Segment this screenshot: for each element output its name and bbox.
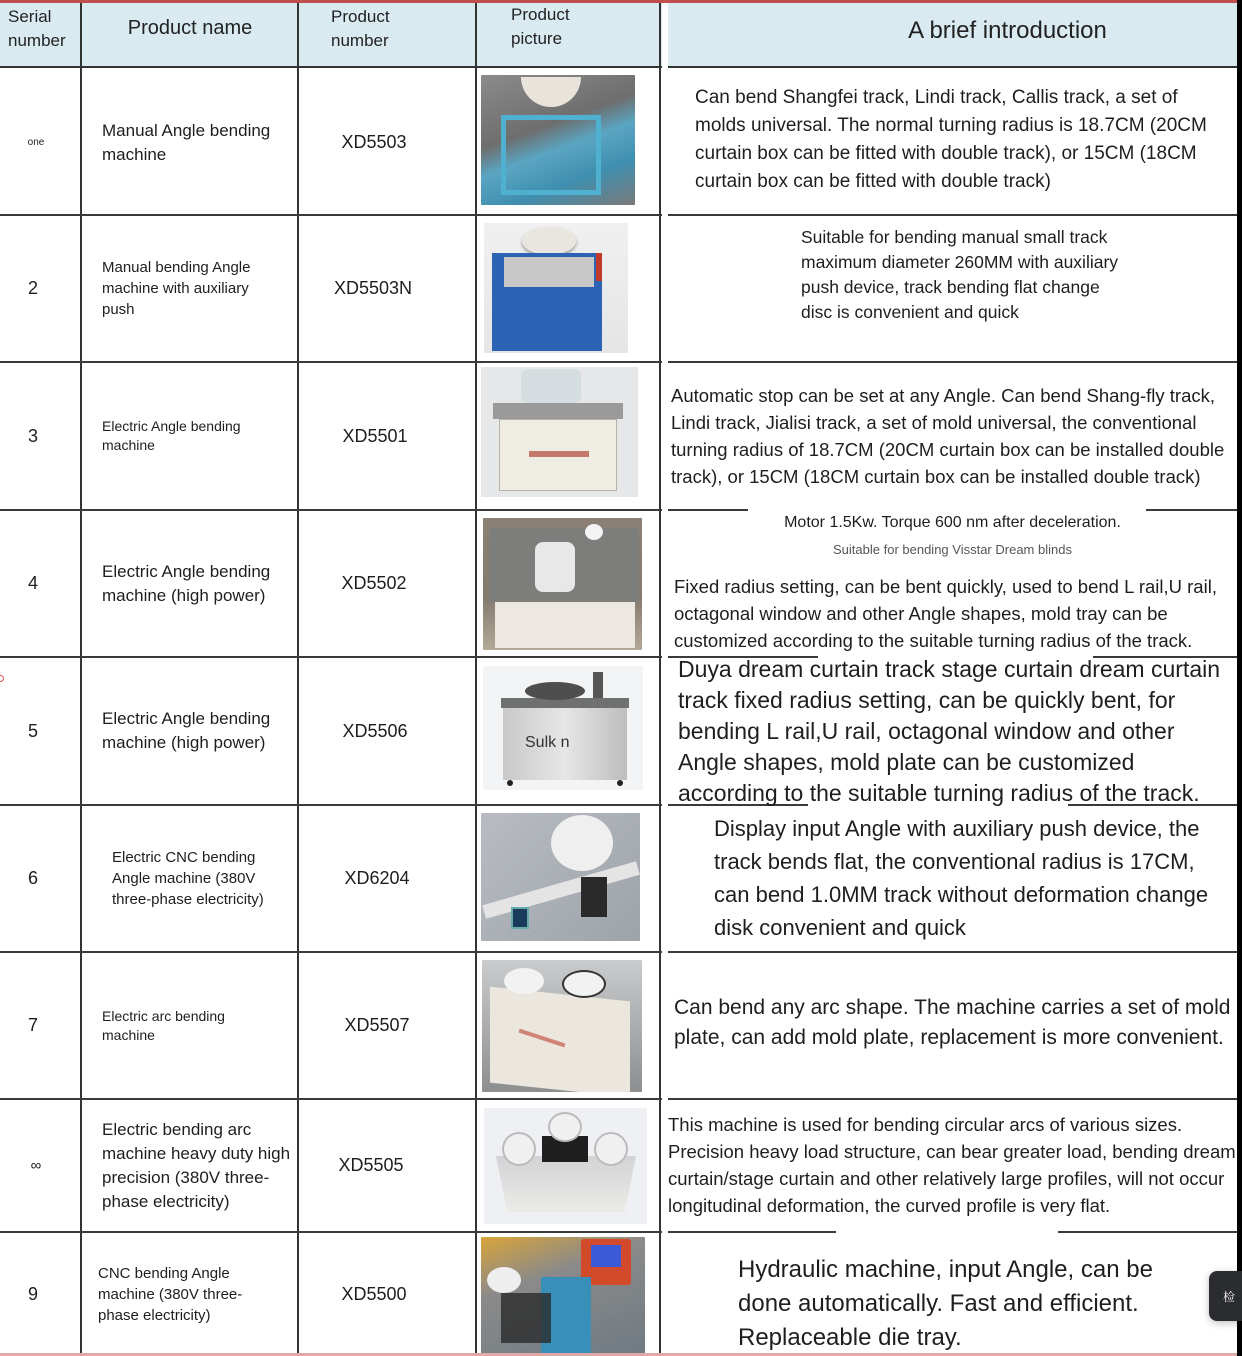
- row-2-product-number: XD5503N: [333, 278, 413, 298]
- row-divider: [668, 951, 1237, 953]
- row-3-serial: 3: [27, 425, 38, 446]
- header-serial-number: [8, 5, 80, 55]
- header-product-number-line1: Product: [331, 7, 390, 26]
- row-9-product-name: CNC bending Angle machine (380V three-phase electricity): [98, 1265, 243, 1324]
- row-8-product-picture: [484, 1108, 647, 1224]
- row-4-introduction: Fixed radius setting, can be bent quickly, used to bend L rail,U rail, octagonal window and other Angle shapes, mold tray can be customized according to the suitable turning radius of the track.: [674, 576, 1217, 651]
- floating-button-label: 检: [1222, 1289, 1235, 1304]
- row-8-introduction: This machine is used for bending circular arcs of various sizes. Precision heavy load structure, can bear greater load, bending dream curtain/stage curtain and other relatively large profiles, will not occur longitudinal deformation, the curved profile is very flat.: [668, 1114, 1236, 1216]
- row-divider: [668, 214, 1237, 216]
- header-product-picture-line2: picture: [511, 29, 563, 48]
- row-5-product-number: XD5506: [342, 720, 408, 741]
- row-8-product-number: XD5505: [338, 1155, 404, 1175]
- row-4-serial: 4: [27, 573, 38, 593]
- column-divider: [659, 3, 661, 1356]
- row-7-product-number: XD5507: [344, 1015, 410, 1035]
- window-edge: [1237, 0, 1242, 1356]
- row-4-note: Suitable for bending Visstar Dream blinds: [833, 542, 1072, 557]
- row-3-product-picture: [481, 367, 638, 497]
- header-product-picture-line1: Product: [511, 5, 570, 24]
- row-divider: [1146, 509, 1237, 511]
- row-divider: [668, 509, 748, 511]
- row-2-serial: 2: [27, 278, 38, 298]
- row-1-product-picture: [481, 75, 635, 205]
- row-1-introduction: Can bend Shangfei track, Lindi track, Callis track, a set of molds universal. The normal turning radius is 18.7CM (20CM curtain box can be fitted with double track), or 15CM (18CM curtain box can be fitted with double track): [695, 87, 1207, 192]
- row-3-product-number: XD5501: [342, 425, 408, 446]
- row-7-product-name: Electric arc bending machine: [102, 1007, 225, 1043]
- row-4-product-picture: [483, 518, 642, 650]
- row-9-product-number: XD5500: [341, 1284, 407, 1304]
- row-6-introduction: Display input Angle with auxiliary push device, the track bends flat, the conventional radius is 17CM, can bend 1.0MM track without deformation change disk convenient and quick: [714, 816, 1209, 940]
- row-5-product-name: Electric Angle bending machine (high power): [102, 709, 271, 752]
- row-6-serial: 6: [27, 868, 38, 888]
- row-2-product-picture: [484, 223, 628, 353]
- header-product-number-line2: number: [331, 31, 389, 50]
- row-4-product-name: Electric Angle bending machine (high power): [102, 561, 271, 605]
- row-7-serial: 7: [27, 1015, 38, 1035]
- header-brief-introduction: A brief introduction: [908, 17, 1107, 44]
- row-9-introduction: Hydraulic machine, input Angle, can be done automatically. Fast and efficient. Replaceable die tray.: [738, 1256, 1153, 1351]
- row-7-product-picture: [482, 960, 642, 1092]
- row-1-product-name: Manual Angle bending machine: [102, 120, 271, 164]
- row-5-product-picture: [483, 666, 643, 790]
- row-6-product-picture: [481, 813, 640, 941]
- row-2-product-name: Manual bending Angle machine with auxiliary push: [102, 259, 251, 318]
- header-product-number: [331, 5, 471, 55]
- row-5-picture-label: Sulk n: [525, 734, 570, 751]
- row-9-product-picture: [481, 1237, 645, 1356]
- row-5-introduction: Duya dream curtain track stage curtain dream curtain track fixed radius setting, can be quickly bent, for bending L rail,U rail, octagonal window and other Angle shapes, mold plate can be customized according to the suitable turning radius of the track.: [678, 656, 1221, 806]
- row-divider: [668, 1098, 1237, 1100]
- header-serial-line1: Serial: [8, 7, 52, 26]
- row-2-introduction: Suitable for bending manual small track maximum diameter 260MM with auxiliary push device, track bending flat change disc is convenient and quick: [801, 227, 1119, 322]
- row-9-serial: 9: [27, 1284, 38, 1304]
- row-7-introduction: Can bend any arc shape. The machine carries a set of mold plate, can add mold plate, replacement is more convenient.: [674, 996, 1231, 1049]
- column-divider: [475, 3, 477, 1356]
- row-3-product-name: Electric Angle bending machine: [102, 418, 241, 453]
- row-3-introduction: Automatic stop can be set at any Angle. Can bend Shang-fly track, Lindi track, Jialisi track, a set of mold universal, the conventional turning radius of 18.7CM (20CM curtain box can be installed double track), or 15CM (18CM curtain box can be installed double track): [671, 385, 1225, 487]
- row-8-serial: ∞: [30, 1157, 42, 1174]
- row-1-serial: one: [27, 137, 45, 148]
- row-6-product-name: Electric CNC bending Angle machine (380V three-phase electricity): [112, 849, 264, 908]
- row-divider: [1058, 1231, 1237, 1233]
- row-5-serial: 5: [27, 720, 38, 741]
- row-6-product-number: XD6204: [344, 868, 410, 888]
- row-4-product-number: XD5502: [341, 573, 407, 593]
- row-divider: [668, 361, 1237, 363]
- header-serial-line2: number: [8, 31, 66, 50]
- header-product-name: Product name: [127, 17, 253, 39]
- row-1-product-number: XD5503: [341, 132, 407, 152]
- floating-action-button[interactable]: [1209, 1271, 1242, 1321]
- header-product-picture: [511, 3, 651, 53]
- row-8-product-name: Electric bending arc machine heavy duty high precision (380V three-phase electricity): [102, 1119, 291, 1211]
- row-divider: [668, 1231, 836, 1233]
- row-4-motor-spec: Motor 1.5Kw. Torque 600 nm after deceleration.: [784, 514, 1121, 531]
